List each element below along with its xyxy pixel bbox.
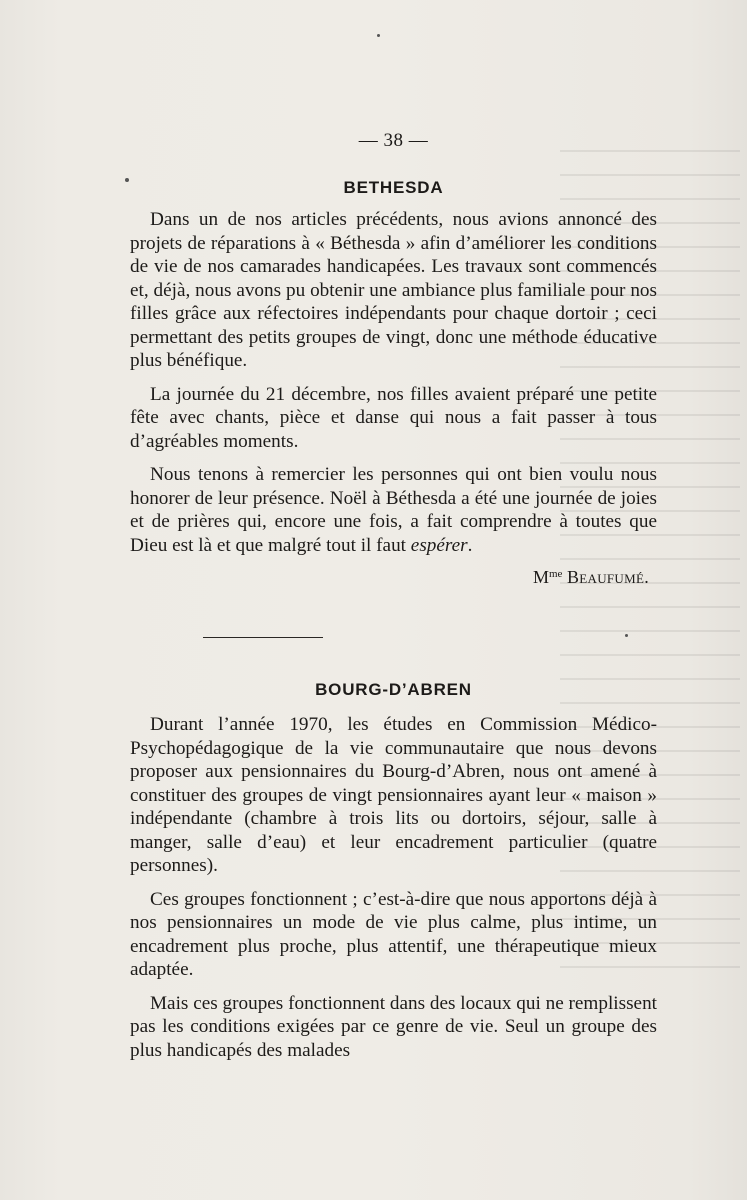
- section-title-bethesda: BETHESDA: [343, 178, 444, 197]
- page-number: — 38 —: [358, 130, 429, 151]
- signature-prefix: M: [532, 567, 549, 587]
- section-divider: [203, 637, 323, 638]
- italic-word: espérer: [410, 534, 468, 556]
- signature: [130, 567, 657, 588]
- section-bethesda-body: [130, 208, 657, 588]
- section-title-bourg-dabren: BOURG-D’ABREN: [315, 680, 472, 699]
- paper-speck: [125, 178, 129, 182]
- paragraph: Ces groupes fonctionnent ; c’est-à-dire que nous apportons déjà à nos pensionnaires un mode de vie plus calme, plus intime, un encadrement plus proche, plus attentif, une thérapeutique mieux adaptée.: [130, 888, 657, 980]
- paragraph: Durant l’année 1970, les études en Commission Médico-Psychopédagogique de la vie communautaire que nous devons proposer aux pensionnaires du Bourg-d’Abren, nous ont amené à constituer des groupes de vingt pensionnaires ayant leur « maison » indépendante (chambre à trois lits ou dortoirs, séjour, salle à manger, salle d’eau) et leur encadrement particulier (quatre personnes).: [130, 714, 657, 876]
- section-bourg-dabren-body: [130, 713, 657, 1062]
- paragraph-end: .: [467, 534, 473, 556]
- paper-speck: [377, 34, 380, 37]
- paper-speck: [625, 634, 628, 637]
- paragraph: Mais ces groupes fonctionnent dans des locaux qui ne remplissent pas les conditions exigées par ce genre de vie. Seul un groupe des plus handicapés des malades: [130, 992, 657, 1061]
- signature-name: Beaufumé.: [566, 567, 649, 587]
- paragraph: [130, 463, 657, 557]
- paragraph: La journée du 21 décembre, nos filles avaient préparé une petite fête avec chants, pièce et danse qui nous a fait passer à tous d’agréables moments.: [130, 383, 657, 452]
- paragraph-text: Nous tenons à remercier les personnes qui ont bien voulu nous honorer de leur présence. Noël à Béthesda a été une journée de joies et de prières qui, encore une fois, a fait comprendre à toutes que Dieu est là et que malgré tout il faut: [130, 464, 657, 556]
- signature-superscript: me: [549, 568, 563, 580]
- paragraph: Dans un de nos articles précédents, nous avions annoncé des projets de réparations à « Béthesda » afin d’améliorer les conditions de vie de nos camarades handicapées. Les travaux sont commencés et, déjà, nous avons pu obtenir une ambiance plus familiale pour nos filles grâce aux réfectoires indépendants pour chaque dortoir ; ceci permettant des petits groupes de vingt, donc une méthode éducative plus bénéfique.: [130, 209, 657, 371]
